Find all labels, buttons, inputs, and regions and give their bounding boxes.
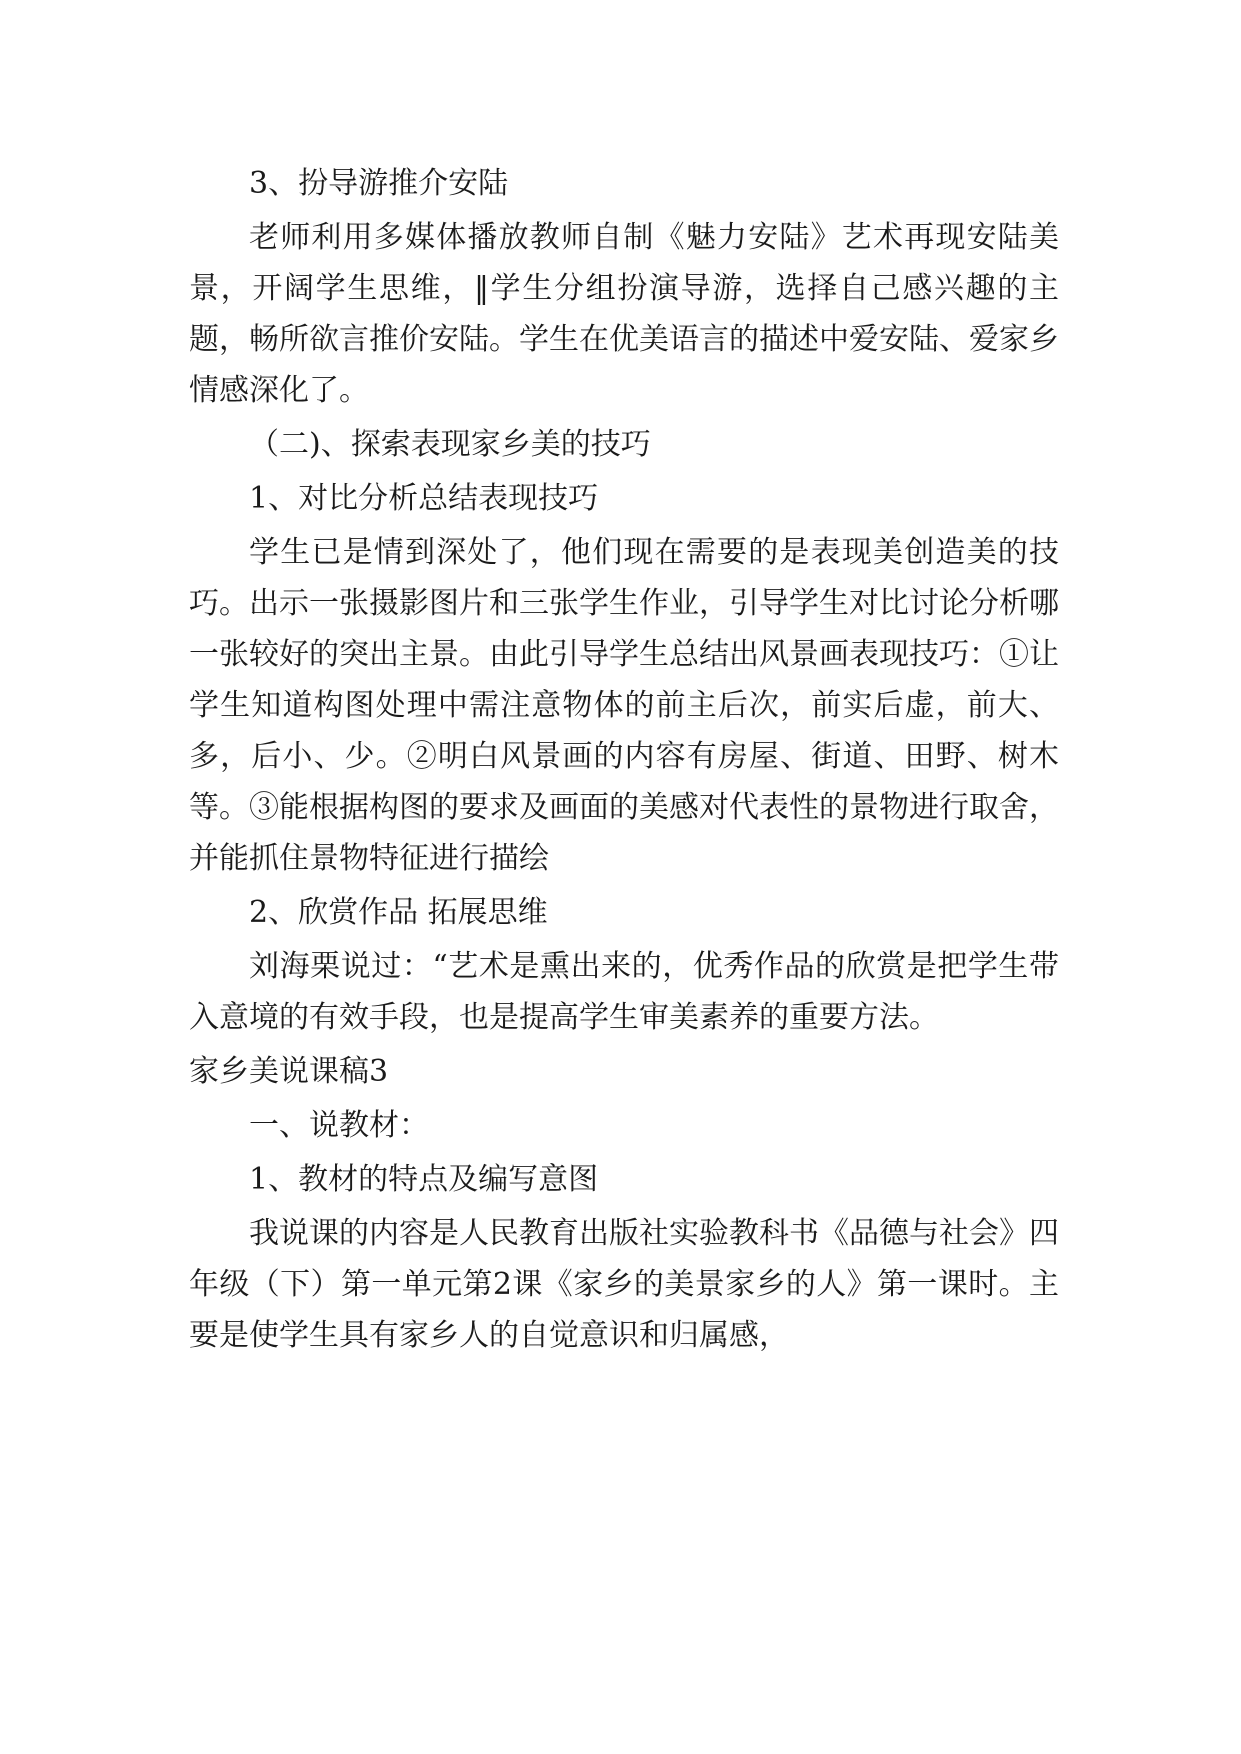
paragraph-techniques: 学生已是情到深处了，他们现在需要的是表现美创造美的技巧。出示一张摄影图片和三张学生作业，引导学生对比讨论分析哪一张较好的突出主景。由此引导学生总结出风景画表现技巧：①让学生知道构图处理中需注意物体的前主后次，前实后虚，前大、多，后小、少。②明白风景画的内容有房屋、街道、田野、树木等。③能根据构图的要求及画面的美感对代表性的景物进行取舍，并能抓住景物特征进行描绘 xyxy=(189,535,1059,876)
document-body xyxy=(189,158,1059,1364)
document-subtitle: 家乡美说课稿3 xyxy=(189,1054,389,1089)
heading-textbook: 一、说教材： xyxy=(249,1108,429,1143)
paragraph-quote: 刘海栗说过：“艺术是熏出来的，优秀作品的欣赏是把学生带入意境的有效手段，也是提高学生审美素养的重要方法。 xyxy=(189,949,1059,1035)
heading-appreciate-works: 2、欣赏作品 拓展思维 xyxy=(249,895,548,930)
paragraph-lesson-content: 我说课的内容是人民教育出版社实验教科书《品德与社会》四年级（下）第一单元第2课《家乡的美景家乡的人》第一课时。主要是使学生具有家乡人的自觉意识和归属感， xyxy=(189,1216,1059,1353)
paragraph-multimedia: 老师利用多媒体播放教师自制《魅力安陆》艺术再现安陆美景，开阔学生思维，‖学生分组扮演导游，选择自己感兴趣的主题，畅所欲言推价安陆。学生在优美语言的描述中爱安陆、爱家乡情感深化了。 xyxy=(189,220,1059,408)
heading-compare-analyze: 1、对比分析总结表现技巧 xyxy=(249,481,599,516)
heading-textbook-features: 1、教材的特点及编写意图 xyxy=(249,1162,599,1197)
heading-guide-promote: 3、扮导游推介安陆 xyxy=(249,166,509,201)
section-heading-techniques: （二)、探索表现家乡美的技巧 xyxy=(249,427,651,462)
